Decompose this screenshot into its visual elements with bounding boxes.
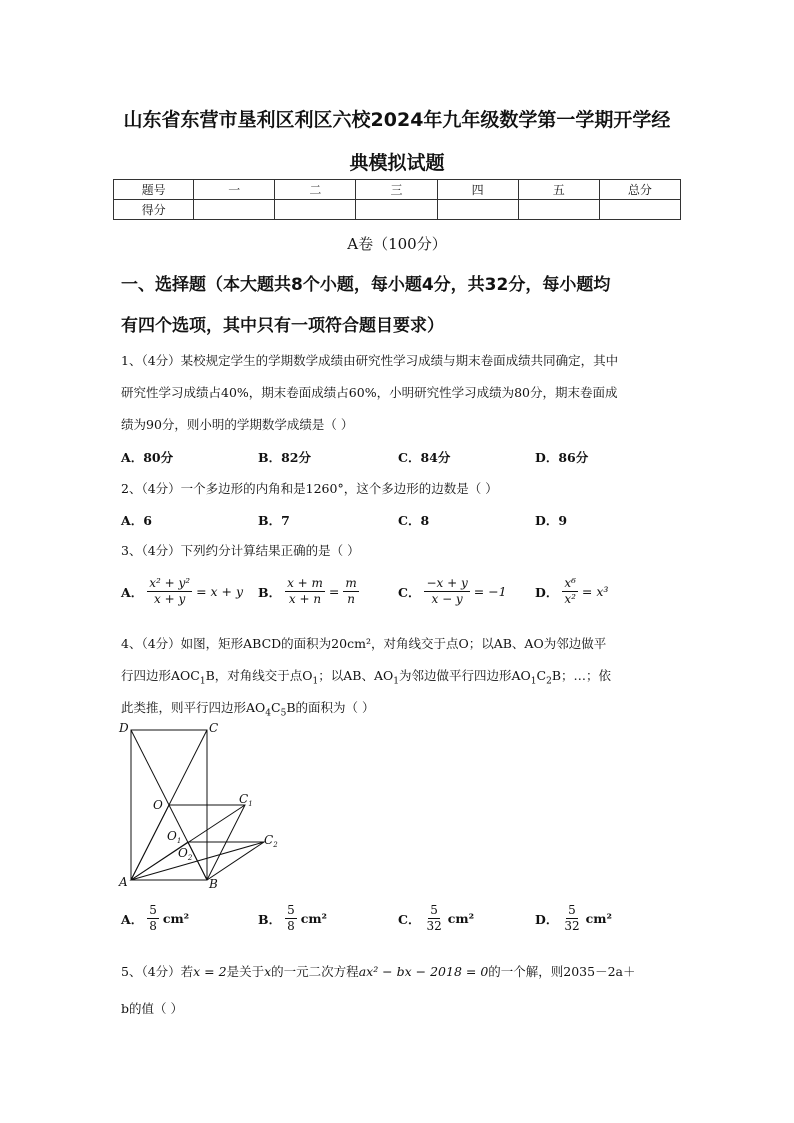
denominator: 32 xyxy=(426,919,442,933)
math-run: x = 2 xyxy=(193,964,227,979)
text-run: 的一元二次方程 xyxy=(271,964,359,979)
numerator: 5 xyxy=(149,903,157,917)
q4-text-line1: 4、（4分）如图，矩形ABCD的面积为20cm²，对角线交于点O；以AB、AO为邻边做平 xyxy=(121,636,607,651)
math-run: ax² − bx − 2018 = 0 xyxy=(358,964,489,979)
text-run: 是关于 xyxy=(226,964,265,979)
numerator: 5 xyxy=(568,903,576,917)
score-input-cell[interactable] xyxy=(518,200,599,220)
option-label: C． xyxy=(398,584,421,600)
score-input-cell[interactable] xyxy=(275,200,356,220)
q3-option-b[interactable] xyxy=(258,576,359,607)
numerator: x² + y² xyxy=(149,576,191,590)
numerator: −x + y xyxy=(426,576,468,590)
score-input-cell[interactable] xyxy=(356,200,437,220)
label-o: O xyxy=(153,798,163,812)
subscript: 1 xyxy=(530,676,537,687)
q4-geometry-figure xyxy=(115,720,290,895)
subscript: 1 xyxy=(312,676,319,687)
text-run: 5、（4分）若 xyxy=(121,964,194,979)
score-input-cell[interactable] xyxy=(599,200,680,220)
fraction xyxy=(424,903,443,934)
option-label: D． xyxy=(535,584,559,600)
q2-option-a[interactable]: A．6 xyxy=(121,513,152,528)
option-label: A． xyxy=(121,911,144,927)
score-cell: 二 xyxy=(275,180,356,200)
score-cell: 三 xyxy=(356,180,437,200)
label-c2: $C_2$ xyxy=(264,833,278,849)
numerator: x + m xyxy=(287,576,323,590)
option-label: D． xyxy=(535,911,559,927)
equation-rhs: = x + y xyxy=(196,584,244,599)
equals-sign: = xyxy=(328,584,340,599)
q3-option-a[interactable] xyxy=(121,576,243,607)
q4-option-b[interactable] xyxy=(258,903,327,934)
q1-text-line3: 绩为90分，则小明的学期数学成绩是（ ） xyxy=(121,417,354,432)
math-run: x xyxy=(264,964,272,979)
score-input-cell[interactable] xyxy=(194,200,275,220)
q1-option-a[interactable]: A．80分 xyxy=(121,450,174,465)
fraction xyxy=(562,576,578,607)
label-a: A xyxy=(119,875,128,889)
fraction xyxy=(424,576,469,607)
fraction xyxy=(147,903,159,934)
denominator: 8 xyxy=(287,919,295,933)
q2-text: 2、（4分）一个多边形的内角和是1260°，这个多边形的边数是（ ） xyxy=(121,481,498,496)
option-label: A． xyxy=(121,584,144,600)
text-run: C xyxy=(536,668,547,683)
denominator: x² xyxy=(564,592,576,606)
subscript: 1 xyxy=(199,676,206,687)
subscript: 5 xyxy=(280,708,287,719)
text-run: 为邻边做平行四边形AO xyxy=(398,668,531,683)
exam-title-line2: 典模拟试题 xyxy=(349,152,445,174)
q5-text-line2: b的值（ ） xyxy=(121,1001,183,1016)
text-run: 行四边形AOC xyxy=(121,668,200,683)
denominator: x + y xyxy=(154,592,186,606)
fraction xyxy=(343,576,358,607)
q1-option-c[interactable]: C．84分 xyxy=(398,450,451,465)
unit: cm² xyxy=(162,911,190,926)
subscript: 4 xyxy=(265,708,272,719)
unit: cm² xyxy=(585,911,612,926)
unit: cm² xyxy=(300,911,328,926)
subscript: 1 xyxy=(393,676,399,687)
label-o1: $O_1$ xyxy=(167,829,182,845)
numerator: 5 xyxy=(287,903,295,917)
option-label: B． xyxy=(258,911,282,927)
label-d: D xyxy=(119,721,129,735)
denominator: n xyxy=(347,592,355,606)
section-a-heading: A卷（100分） xyxy=(347,235,447,253)
score-input-cell[interactable] xyxy=(437,200,518,220)
denominator: 32 xyxy=(564,919,580,933)
fraction xyxy=(285,576,325,607)
score-cell: 得分 xyxy=(114,200,194,220)
score-cell: 五 xyxy=(518,180,599,200)
q3-option-c[interactable] xyxy=(398,576,507,607)
q3-option-d[interactable] xyxy=(535,576,608,607)
equation-rhs: = x³ xyxy=(581,584,609,599)
text-run: 的一个解，则2035－2a＋ xyxy=(488,964,636,979)
label-c1: $C_1$ xyxy=(239,792,253,808)
denominator: x + n xyxy=(288,592,322,606)
q4-option-d[interactable] xyxy=(535,903,612,934)
text-run: B，对角线交于点O xyxy=(205,668,313,683)
option-label: B． xyxy=(258,584,282,600)
numerator: m xyxy=(345,576,357,590)
equation-rhs: = −1 xyxy=(473,584,507,599)
score-table xyxy=(113,179,681,220)
q2-option-c[interactable]: C．8 xyxy=(398,513,430,528)
label-b: B xyxy=(209,877,218,891)
label-o2: $O_2$ xyxy=(178,846,193,862)
exam-title-line1: 山东省东营市垦利区利区六校2024年九年级数学第一学期开学经 xyxy=(123,109,671,131)
score-cell: 一 xyxy=(194,180,275,200)
q1-option-b[interactable]: B．82分 xyxy=(258,450,311,465)
q5-text-line1 xyxy=(121,956,681,988)
numerator: 5 xyxy=(430,903,438,917)
text-run: C xyxy=(271,700,281,715)
unit: cm² xyxy=(447,911,475,926)
score-table-header-row xyxy=(114,180,681,200)
fraction xyxy=(147,576,192,607)
q1-text-line2: 研究性学习成绩占40%，期末卷面成绩占60%，小明研究性学习成绩为80分，期末卷面成 xyxy=(121,385,618,400)
score-cell: 四 xyxy=(437,180,518,200)
score-cell: 总分 xyxy=(599,180,680,200)
score-table-score-row xyxy=(114,200,681,220)
fraction xyxy=(562,903,581,934)
text-run: B的面积为（ ） xyxy=(286,700,375,715)
score-cell: 题号 xyxy=(114,180,194,200)
subscript: 2 xyxy=(546,676,552,687)
section1-heading-line1: 一、选择题（本大题共8个小题，每小题4分，共32分，每小题均 xyxy=(121,275,611,295)
text-run: 此类推，则平行四边形AO xyxy=(121,700,266,715)
q1-text-line1: 1、（4分）某校规定学生的学期数学成绩由研究性学习成绩与期末卷面成绩共同确定，其中 xyxy=(121,353,619,368)
q4-option-c[interactable] xyxy=(398,903,474,934)
text-run: ；以AB、AO xyxy=(318,668,394,683)
option-label: C． xyxy=(398,911,421,927)
numerator: x⁶ xyxy=(564,576,576,590)
q4-option-a[interactable] xyxy=(121,903,189,934)
fraction xyxy=(285,903,297,934)
q2-option-b[interactable]: B．7 xyxy=(258,513,290,528)
q1-option-d[interactable]: D．86分 xyxy=(535,450,589,465)
text-run: B；…；依 xyxy=(551,668,611,683)
denominator: x − y xyxy=(431,592,463,606)
q3-text: 3、（4分）下列约分计算结果正确的是（ ） xyxy=(121,543,360,558)
label-c: C xyxy=(209,721,219,735)
q2-option-d[interactable]: D．9 xyxy=(535,513,568,528)
denominator: 8 xyxy=(149,919,157,933)
section1-heading-line2: 有四个选项，其中只有一项符合题目要求） xyxy=(121,316,444,336)
